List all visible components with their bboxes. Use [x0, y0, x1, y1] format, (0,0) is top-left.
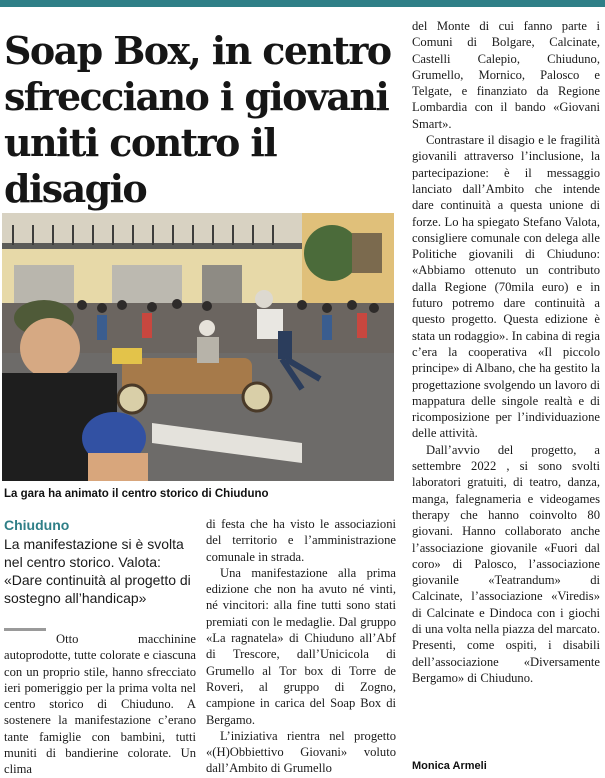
- text-column-2: [206, 516, 396, 777]
- paragraph: del Monte di cui fanno parte i Comuni di Bolgare, Calcinate, Castelli Calepio, Chiuduno, Grumello, Mornico, Palosco e Telgate, e finanziato da Regione Lombardia con il bando «Giovani Smart».: [412, 19, 600, 131]
- paragraph: Contrastare il disagio e le fragilità giovanili attraverso l’inclusione, la partecipazione: è il messaggio lanciato dall’Ambito che intende dare continuità a questa unione di forze. Lo ha spiegato Stefano Valota, consigliere comunale con delega alle Politiche giovanili di Chiuduno: «Abbiamo ottenuto un contributo dalla Regione (70mila euro) e in futuro potremo dare continuità a questo progetto. Questa edizione è stata un rodaggio». In cabina di regia c’era la cooperativa «Il piccolo principe» di Albano, che ha gestito la progettazione svolgendo un lavoro di mappatura delle singole realtà e di ricomposizione per l’individuazione delle attività.: [412, 133, 600, 441]
- paragraph: L’iniziativa rientra nel progetto «(H)Obbiettivo Giovani» voluto dall’Ambito di Grumello: [206, 728, 396, 776]
- paragraph: Una manifestazione alla prima edizione che non ha avuto né vinti, né vincitori: alla fine tutti sono stati premiati con le medaglie. Dal gruppo «La ragnatela» di Chiuduno all’Abf di Trescore, dall’Unicicola di Grumello al Tor box di Torre de Roveri, al gruppo di Zogno, campione in carica del Soap Box di Bergamo.: [206, 565, 396, 727]
- text-column-3: [412, 18, 600, 686]
- top-accent-bar: [0, 0, 605, 7]
- location-kicker: Chiuduno: [4, 517, 70, 533]
- summary: La manifestazione si è svolta nel centro storico. Valota: «Dare continuità al progetto di sostegno all’handicap»: [4, 536, 191, 606]
- text-column-1: [4, 631, 196, 778]
- headline: Soap Box, in centro sfrecciano i giovani uniti contro il disagio: [4, 28, 391, 211]
- paragraph: Dall’avvio del progetto, a settembre 2022 , si sono svolti laboratori gratuiti, di teatro, danza, manga, falegnameria e videogames therapy che hanno coinvolto 80 giovani. Hanno collaborato anche l’associazione giovanile «Fuori dal coro» di Palosco, l’associazione giovanile «Teatrandum» di Calcinate, l’associazione «Viredis» di Calcinate e Dindoca con i giochi di una volta nella piazza del marcato. Presenti, come ospiti, i disabili dell’associazione «Diversamente Bergamo» di Chiuduno.: [412, 442, 600, 685]
- paragraph: Otto macchinine autoprodotte, tutte colorate e ciascuna con un proprio stile, hanno sfrecciato ieri pomeriggio per la prima volta nel centro storico di Chiuduno. A sostenere la manifestazione c’erano tante famiglie con bambini, tutti muniti di bandierine colorate. Un clima: [4, 632, 196, 777]
- article-photo: [2, 213, 394, 481]
- paragraph: di festa che ha visto le associazioni del territorio e l’amministrazione comunale in strada.: [206, 517, 396, 564]
- byline: Monica Armeli: [412, 760, 487, 772]
- soap-box-race-illustration: [2, 213, 394, 481]
- photo-caption: La gara ha animato il centro storico di Chiuduno: [4, 488, 269, 500]
